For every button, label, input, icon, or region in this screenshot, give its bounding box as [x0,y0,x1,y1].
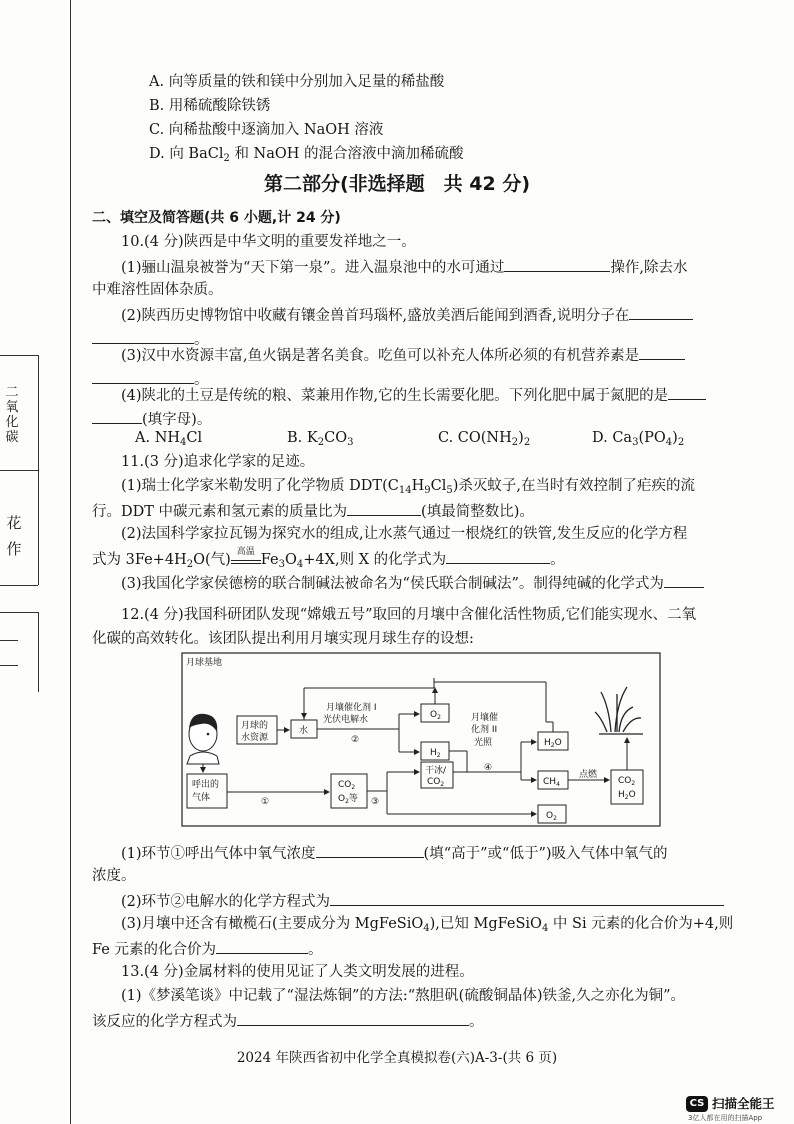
margin-box-mid [0,470,38,471]
q13-part1-cont: 该反应的化学方程式为 。 [92,1010,484,1032]
label-step-4: ④ [484,763,493,773]
q12-stem: 12.(4 分)我国科研团队发现“嫦娥五号”取回的月壤中含催化活性物质,它们能实现水、二氧 [121,607,697,623]
label-dry-ice-2: $CO_2$ [427,777,445,788]
label-catalyst-2a: 月壤催 [471,713,499,723]
option-9c: C. 向稀盐酸中逐滴加入 NaOH 溶液 [149,122,384,138]
plant-icon [595,687,643,734]
q10-option-c: C. $CO(NH_2)_2$ [438,430,531,448]
q10-part1-cont: 中难溶性固体杂质。 [92,282,223,298]
q11-part2-cont: 式为 $3Fe+4H_2O$(气) 高温 $Fe_3O_4+4X$,则 X 的化学式为 。 [92,547,565,570]
side-label-flower: 花作 [6,514,22,558]
label-final-co2: $CO_2$ [618,776,636,787]
answer-blank[interactable] [347,500,421,516]
q10-option-b: B. $K_2CO_3$ [287,430,354,448]
person-icon [187,714,219,764]
label-step-2: ② [351,735,360,745]
label-resource-1: 月球的 [241,721,269,731]
q10-part2-cont: 。 [92,328,209,350]
label-final-h2o: $H_2O$ [618,790,636,801]
section-heading: 二、填空及简答题(共 6 小题,计 24 分) [92,210,341,226]
answer-blank[interactable] [92,408,142,424]
answer-blank[interactable] [668,384,706,400]
moon-base-diagram-svg [181,652,661,827]
q10-stem: 10.(4 分)陕西是中华文明的重要发祥地之一。 [121,234,416,250]
answer-blank[interactable] [504,256,610,272]
camscanner-logo: CS [686,1096,708,1112]
answer-blank[interactable] [664,572,704,588]
label-step-1: ① [261,797,270,807]
q12-part2: (2)环节②电解水的化学方程式为 [121,890,724,912]
answer-blank[interactable] [446,548,550,564]
option-9a: A. 向等质量的铁和镁中分别加入足量的稀盐酸 [149,74,445,90]
label-oxygen-bottom: $O_2$ [546,811,557,822]
q10-option-a: A. $NH_4Cl$ [135,430,203,448]
label-dry-ice-1: 干冰/ [425,766,447,776]
margin-box2-side [38,612,39,692]
margin-rule [70,0,71,1124]
q12-part1: (1)环节①呼出气体中氧气浓度 (填“高于”或“低于”)吸入气体中氧气的 [121,842,668,864]
answer-blank[interactable] [216,938,308,954]
camscanner-brand: 扫描全能王 [712,1096,775,1111]
label-co2-mix-2: $O_2$等 [338,794,358,805]
reaction-condition: 高温 [236,547,255,557]
margin-box-side [38,355,39,585]
answer-blank[interactable] [92,328,194,344]
label-light: 光照 [474,738,493,748]
q12-part1-cont: 浓度。 [92,868,136,884]
label-exhale-2: 气体 [192,793,211,803]
q10-part1: (1)骊山温泉被誉为“天下第一泉”。进入温泉池中的水可通过 操作,除去水 [121,256,687,278]
label-water: 水 [299,726,309,736]
q10-part3-cont: 。 [92,368,209,390]
q10-part3: (3)汉中水资源丰富,鱼火锅是著名美食。吃鱼可以补充人体所必须的有机营养素是 [121,344,685,366]
label-co2-mix-1: $CO_2$ [338,780,356,791]
answer-blank[interactable] [237,1010,469,1026]
side-label-co2: 二氧化碳 [5,385,19,445]
label-hydrogen: $H_2$ [430,748,441,759]
camscanner-tagline: 3亿人都在用的扫描App [688,1114,763,1122]
label-catalyst-2b: 化剂 II [471,725,498,735]
q12-part3-cont: Fe 元素的化合价为 。 [92,938,322,960]
answer-blank[interactable] [639,344,685,360]
margin-box2-top [0,612,38,613]
page-footer: 2024 年陕西省初中化学全真模拟卷(六)A-3-(共 6 页) [236,1050,558,1066]
label-oxygen-top: $O_2$ [430,710,441,721]
option-9b: B. 用稀硫酸除铁锈 [149,98,271,114]
margin-box-top [0,355,38,356]
q13-part1: (1)《梦溪笔谈》中记载了“湿法炼铜”的方法:“熬胆矾(硫酸铜晶体)铁釜,久之亦化为铜”。 [121,988,685,1004]
margin-box-bottom [0,585,38,586]
q10-part4-cont: (填字母)。 [92,408,211,430]
margin-box2-mid [0,640,18,641]
q13-stem: 13.(4 分)金属材料的使用见证了人类文明发展的进程。 [121,964,474,980]
label-water-product: $H_2O$ [544,738,562,749]
label-step-3: ③ [371,797,380,807]
label-electrolysis: 光伏电解水 [323,715,369,725]
moon-base-diagram [181,652,661,827]
label-resource-2: 水资源 [241,733,269,743]
answer-blank[interactable] [316,842,424,858]
q11-part2: (2)法国科学家拉瓦锡为探究水的组成,让水蒸气通过一根烧红的铁管,发生反应的化学方程 [121,526,688,542]
label-methane: $CH_4$ [543,777,560,788]
label-moon-base: 月球基地 [186,658,223,668]
q10-option-d: D. $Ca_3(PO_4)_2$ [592,430,685,448]
q11-part1: (1)瑞士化学家米勒发明了化学物质 $DDT(C_{14}H_9Cl_5)$杀灭蚊子,在当时有效控制了疟疾的流 [121,478,695,496]
q10-part4: (4)陕北的土豆是传统的粮、菜兼用作物,它的生长需要化肥。下列化肥中属于氮肥的是 [121,384,706,406]
answer-blank[interactable] [629,304,693,320]
q10-part2: (2)陕西历史博物馆中收藏有镶金兽首玛瑙杯,盛放美酒后能闻到酒香,说明分子在 [121,304,693,326]
label-exhale-1: 呼出的 [192,780,220,790]
margin-box2-mid2 [0,665,18,666]
q11-part1-cont: 行。DDT 中碳元素和氢元素的质量比为 (填最简整数比)。 [92,500,534,522]
q12-stem-cont: 化碳的高效转化。该团队提出利用月壤实现月球生存的设想: [92,631,474,647]
q11-stem: 11.(3 分)追求化学家的足迹。 [121,454,315,470]
answer-blank[interactable] [330,890,724,906]
part2-title: 第二部分(非选择题 共 42 分) [263,173,531,195]
q11-part3: (3)我国化学家侯德榜的联合制碱法被命名为“侯氏联合制碱法”。制得纯碱的化学式为 [121,572,704,594]
label-catalyst-1: 月壤催化剂 I [326,703,377,713]
option-9d: D. 向 BaCl$_2$ 和 NaOH 的混合溶液中滴加稀硫酸 [149,146,464,164]
q12-part3: (3)月壤中还含有橄榄石(主要成分为 MgFeSiO$_4$),已知 MgFeSiO$_4$ 中 Si 元素的化合价为+4,则 [121,916,734,934]
answer-blank[interactable] [92,368,194,384]
label-ignite: 点燃 [579,770,598,780]
